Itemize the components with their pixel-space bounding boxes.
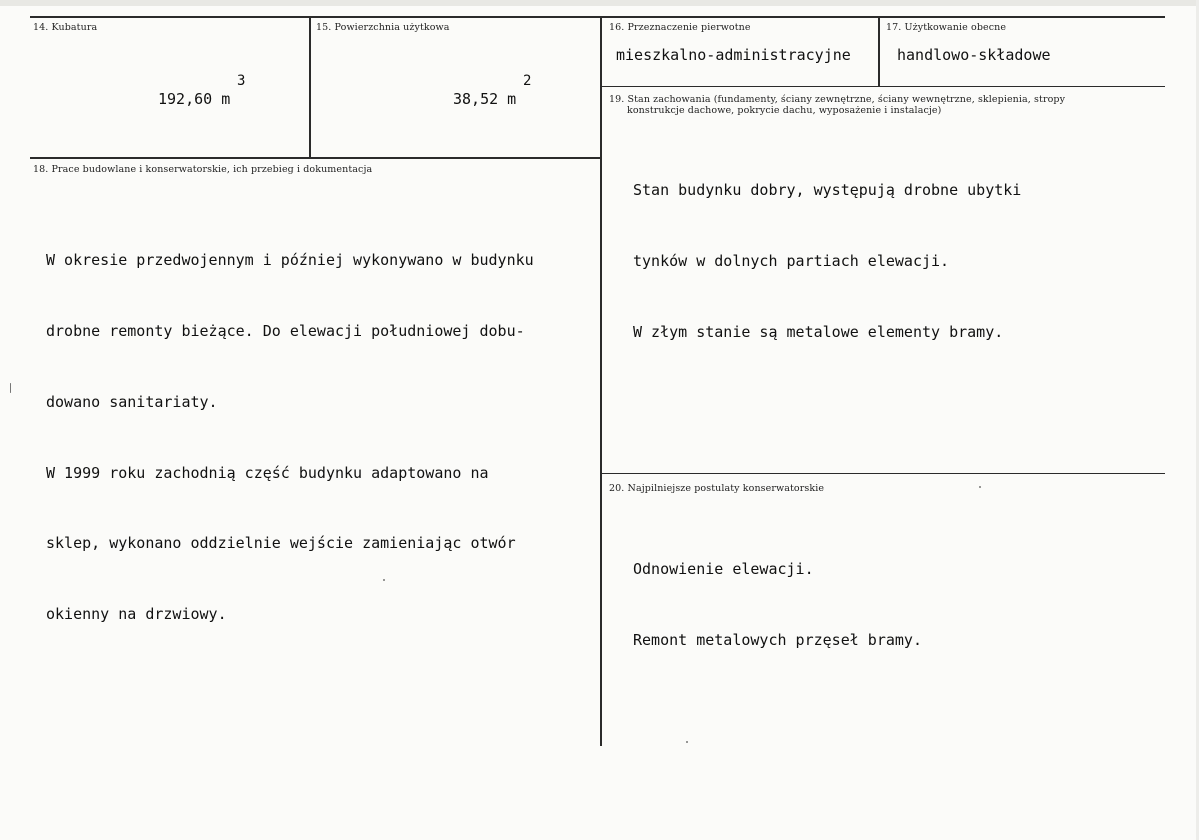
field-18-line: okienny na drzwiowy. bbox=[46, 605, 227, 624]
field-20-line: Remont metalowych przęseł bramy. bbox=[633, 630, 922, 649]
field-18-line: dowano sanitariaty. bbox=[46, 392, 218, 411]
divider-14-15 bbox=[309, 16, 311, 157]
rule-above-field-20 bbox=[602, 473, 1165, 474]
field-18-line: sklep, wykonano oddzielnie wejście zamieniając otwór bbox=[46, 534, 516, 553]
field-19-label-line2: konstrukcje dachowe, pokrycie dachu, wyposażenie i instalacje) bbox=[627, 105, 942, 116]
field-19-line: Stan budynku dobry, występują drobne ubytki bbox=[633, 181, 1022, 200]
field-19-text bbox=[633, 132, 1021, 392]
field-17-label: 17. Użytkowanie obecne bbox=[886, 22, 1007, 33]
field-18-label: 18. Prace budowlane i konserwatorskie, ich przebieg i dokumentacja bbox=[33, 164, 373, 175]
rule-above-field-18 bbox=[30, 157, 600, 159]
field-19-label-line1: 19. Stan zachowania (fundamenty, ściany zewnętrzne, ściany wewnętrzne, sklepienia, stropy bbox=[609, 94, 1066, 105]
field-18-line: W okresie przedwojennym i później wykonywano w budynku bbox=[46, 251, 534, 270]
field-14-label: 14. Kubatura bbox=[33, 22, 98, 33]
paper-speck bbox=[979, 486, 981, 488]
field-18-line: drobne remonty bieżące. Do elewacji południowej dobu- bbox=[46, 321, 525, 340]
field-20-line: Odnowienie elewacji. bbox=[633, 560, 814, 579]
field-19-line: tynków w dolnych partiach elewacji. bbox=[633, 251, 950, 270]
field-14-exponent: 3 bbox=[237, 73, 246, 89]
field-14-value: 192,60 m bbox=[158, 90, 231, 108]
paper-speck bbox=[686, 741, 688, 743]
field-18-line: W 1999 roku zachodnią część budynku adaptowano na bbox=[46, 463, 489, 482]
field-16-label: 16. Przeznaczenie pierwotne bbox=[609, 22, 751, 33]
field-15-label: 15. Powierzchnia użytkowa bbox=[316, 22, 450, 33]
rule-above-field-19 bbox=[602, 86, 1165, 87]
top-rule bbox=[30, 16, 1165, 18]
card-top-edge bbox=[0, 0, 1199, 6]
field-20-label: 20. Najpilniejsze postulaty konserwatorskie bbox=[609, 483, 825, 494]
field-16-value: mieszkalno-administracyjne bbox=[616, 46, 851, 64]
field-19-line: W złym stanie są metalowe elementy bramy. bbox=[633, 322, 1004, 341]
field-20-text bbox=[633, 511, 922, 700]
field-17-value: handlowo-składowe bbox=[897, 46, 1051, 64]
paper-speck bbox=[383, 579, 385, 581]
divider-16-17 bbox=[878, 16, 880, 86]
field-15-value: 38,52 m bbox=[453, 90, 517, 108]
field-15-exponent: 2 bbox=[523, 73, 532, 89]
paper-speck bbox=[10, 383, 11, 393]
field-18-text bbox=[46, 202, 534, 674]
main-column-divider bbox=[600, 16, 602, 746]
